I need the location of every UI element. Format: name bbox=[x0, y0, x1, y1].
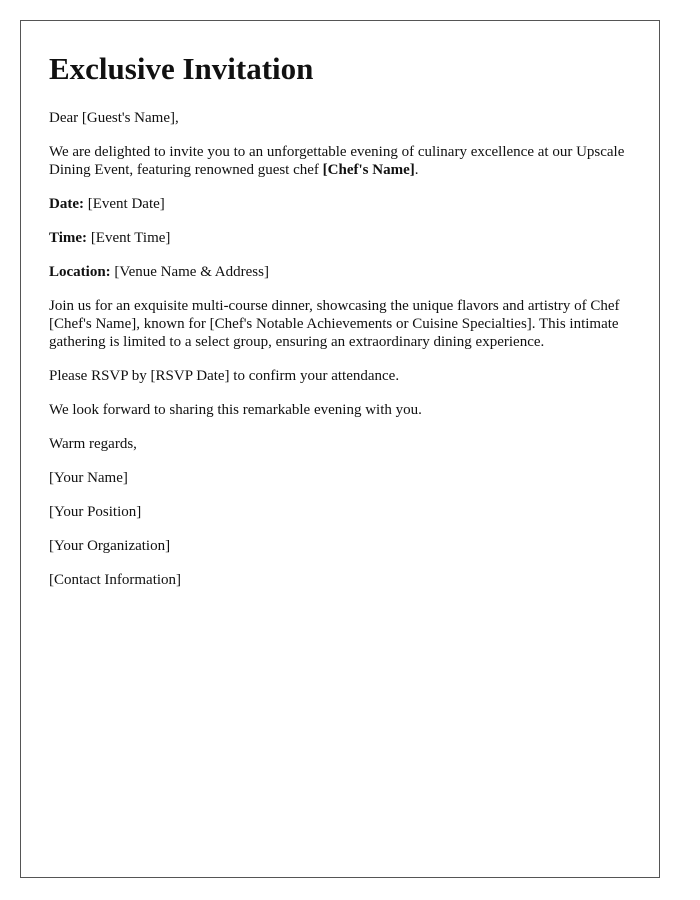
chef-name: [Chef's Name] bbox=[322, 162, 415, 178]
date-value: [Event Date] bbox=[83, 196, 165, 212]
body-paragraph: Join us for an exquisite multi-course dinner, showcasing the unique flavors and artistry of Chef [Chef's Name], known for [Chef's Notable Achievements or Cuisine Specialties]. This intimate gathering is limited to a select group, ensuring an extraordinary dining experience. bbox=[49, 298, 620, 350]
date-label: Date: bbox=[49, 196, 84, 212]
location-value: [Venue Name & Address] bbox=[110, 264, 269, 280]
intro-end: . bbox=[414, 162, 419, 178]
invitation-letter bbox=[20, 20, 660, 878]
sign-off: Warm regards, bbox=[49, 436, 137, 452]
location-line bbox=[49, 263, 631, 281]
intro-text: We are delighted to invite you to an unforgettable evening of culinary excellence at our Upscale Dining Event, featuring renowned guest chef bbox=[49, 144, 625, 178]
time-label: Time: bbox=[49, 230, 88, 246]
greeting: Dear [Guest's Name], bbox=[49, 110, 179, 126]
signature-position: [Your Position] bbox=[49, 504, 142, 520]
letter-title: Exclusive Invitation bbox=[49, 51, 314, 86]
location-label: Location: bbox=[49, 264, 111, 280]
signature-organization: [Your Organization] bbox=[49, 538, 171, 554]
intro-paragraph bbox=[49, 143, 631, 179]
closing-line: We look forward to sharing this remarkable evening with you. bbox=[49, 402, 422, 418]
signature-contact: [Contact Information] bbox=[49, 572, 182, 588]
time-line bbox=[49, 229, 631, 247]
rsvp-line: Please RSVP by [RSVP Date] to confirm your attendance. bbox=[49, 368, 400, 384]
signature-name: [Your Name] bbox=[49, 470, 128, 486]
time-value: [Event Time] bbox=[87, 230, 171, 246]
date-line bbox=[49, 195, 631, 213]
